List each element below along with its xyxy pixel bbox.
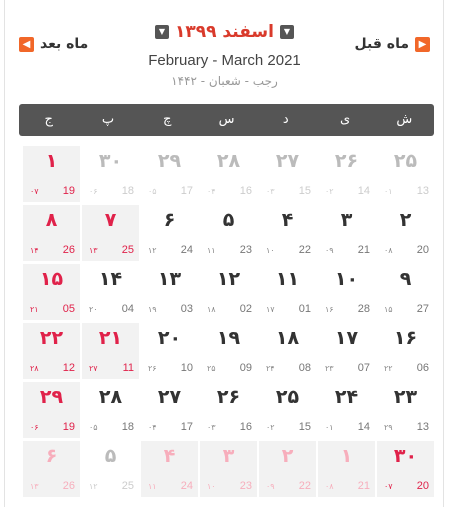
persian-day: ۲۹ [39,386,64,408]
hijri-day: ۲۸ [30,364,39,373]
persian-day: ۲۲ [39,327,64,349]
hijri-day: ۲۹ [384,423,393,432]
persian-day: ۲۸ [216,150,241,172]
hijri-day: ۰۷ [384,482,393,491]
gregorian-day: 14 [357,185,370,197]
day-cell[interactable] [377,264,434,320]
gregorian-day: 18 [121,421,134,433]
persian-day: ۴ [281,209,294,231]
hijri-day: ۰۷ [30,187,39,196]
hijri-day: ۱۸ [207,305,216,314]
persian-day: ۷ [104,209,117,231]
day-cell[interactable] [259,205,316,261]
day-cell[interactable] [318,323,375,379]
hijri-day: ۰۱ [325,423,334,432]
calendar-header [0,0,449,100]
day-cell[interactable] [23,146,80,202]
hijri-day: ۱۳ [30,482,39,491]
gregorian-day: 21 [357,244,370,256]
gregorian-day: 25 [121,244,134,256]
day-cell[interactable] [82,205,139,261]
week-row [20,146,434,202]
gregorian-day: 20 [416,480,429,492]
week-row [20,205,434,261]
day-cell[interactable] [23,382,80,438]
persian-day: ۵ [222,209,235,231]
persian-day: ۶ [163,209,176,231]
gregorian-day: 18 [121,185,134,197]
persian-day: ۲۷ [275,150,300,172]
hijri-day: ۲۲ [384,364,393,373]
hijri-day: ۰۲ [325,187,334,196]
gregorian-day: 05 [62,303,75,315]
gregorian-day: 15 [298,421,311,433]
gregorian-day: 03 [180,303,193,315]
hijri-day: ۱۲ [89,482,98,491]
persian-day: ۳ [222,445,235,467]
day-cell[interactable] [82,323,139,379]
gregorian-day: 04 [121,303,134,315]
gregorian-range: February - March 2021 [148,52,301,69]
persian-day: ۱۵ [39,268,64,290]
hijri-day: ۲۰ [89,305,98,314]
hijri-day: ۱۶ [325,305,334,314]
hijri-day: ۲۱ [30,305,39,314]
day-cell[interactable] [82,264,139,320]
day-cell[interactable] [23,264,80,320]
week-row [20,382,434,438]
gregorian-day: 23 [239,480,252,492]
persian-day: ۲۷ [157,386,182,408]
hijri-day: ۰۹ [266,482,275,491]
day-cell[interactable] [377,323,434,379]
hijri-day: ۲۵ [207,364,216,373]
day-cell[interactable] [141,382,198,438]
weekday-friday: ج [44,112,53,127]
hijri-day: ۰۸ [325,482,334,491]
day-cell[interactable] [377,146,434,202]
persian-day: ۶ [45,445,58,467]
week-row [20,323,434,379]
hijri-day: ۱۷ [266,305,275,314]
hijri-day: ۰۶ [89,187,98,196]
persian-day: ۱۸ [275,327,300,349]
day-cell[interactable] [200,323,257,379]
gregorian-day: 27 [416,303,429,315]
gregorian-day: 16 [239,185,252,197]
gregorian-day: 15 [298,185,311,197]
day-cell[interactable] [141,146,198,202]
hijri-day: ۱۲ [148,246,157,255]
persian-day: ۱۷ [334,327,359,349]
gregorian-day: 28 [357,303,370,315]
hijri-day: ۰۹ [325,246,334,255]
persian-day: ۸ [45,209,58,231]
gregorian-day: 16 [239,421,252,433]
gregorian-day: 12 [62,362,75,374]
gregorian-day: 01 [298,303,311,315]
persian-day: ۲۰ [157,327,182,349]
day-cell[interactable] [377,382,434,438]
hijri-day: ۰۳ [207,423,216,432]
day-cell[interactable] [200,264,257,320]
calendar-grid [20,146,434,500]
prev-month-label: ماه قبل [354,36,409,52]
day-cell[interactable] [259,264,316,320]
persian-day: ۱۲ [216,268,241,290]
persian-day: ۹ [399,268,412,290]
day-cell[interactable] [259,146,316,202]
hijri-range: رجب - شعبان - ۱۴۴۲ [171,74,278,88]
day-cell[interactable] [377,441,434,497]
day-cell[interactable] [141,323,198,379]
persian-day: ۱ [45,150,58,172]
hijri-day: ۱۰ [207,482,216,491]
persian-day: ۱۱ [275,268,300,290]
day-cell[interactable] [200,441,257,497]
persian-day: ۲۳ [393,386,418,408]
gregorian-day: 02 [239,303,252,315]
hijri-day: ۰۲ [266,423,275,432]
gregorian-day: 06 [416,362,429,374]
day-cell[interactable] [318,382,375,438]
persian-day: ۱۹ [216,327,241,349]
persian-day: ۱۶ [393,327,418,349]
year-dropdown-chevron-down-icon[interactable]: ▼ [155,25,169,39]
day-cell[interactable] [141,441,198,497]
day-cell[interactable] [318,205,375,261]
arrow-left-icon: ◀ [19,37,34,52]
hijri-day: ۱۰ [266,246,275,255]
hijri-day: ۲۷ [89,364,98,373]
hijri-day: ۰۱ [384,187,393,196]
persian-day: ۲۹ [157,150,182,172]
hijri-day: ۲۶ [148,364,157,373]
gregorian-day: 26 [62,480,75,492]
next-month-label: ماه بعد [40,36,89,52]
persian-day: ۱۰ [334,268,359,290]
gregorian-day: 22 [298,244,311,256]
day-cell[interactable] [82,441,139,497]
gregorian-day: 07 [357,362,370,374]
persian-day: ۲۵ [275,386,300,408]
day-cell[interactable] [23,323,80,379]
weekday-wednesday: چ [163,112,172,127]
hijri-day: ۲۳ [325,364,334,373]
gregorian-day: 19 [62,185,75,197]
day-cell[interactable] [259,323,316,379]
persian-day: ۱۳ [157,268,182,290]
hijri-day: ۱۹ [148,305,157,314]
week-row [20,441,434,497]
hijri-day: ۰۸ [384,246,393,255]
persian-day: ۳۰ [98,150,123,172]
persian-day: ۱۴ [98,268,123,290]
hijri-day: ۱۱ [148,482,157,491]
day-cell[interactable] [23,441,80,497]
hijri-day: ۱۵ [384,305,393,314]
persian-day: ۲۱ [98,327,123,349]
persian-day: ۲۵ [393,150,418,172]
day-cell[interactable] [200,382,257,438]
day-cell[interactable] [200,205,257,261]
hijri-day: ۱۳ [89,246,98,255]
gregorian-day: 11 [122,362,134,374]
gregorian-day: 13 [416,421,429,433]
day-cell[interactable] [23,205,80,261]
week-row [20,264,434,320]
hijri-day: ۰۶ [30,423,39,432]
weekday-saturday: ش [396,112,413,127]
gregorian-day: 21 [357,480,370,492]
weekday-header [19,104,434,136]
weekday-thursday: پ [101,112,115,127]
arrow-right-icon: ▶ [415,37,430,52]
gregorian-day: 17 [180,421,193,433]
gregorian-day: 24 [180,244,193,256]
persian-day: ۲۴ [334,386,359,408]
persian-day: ۲۶ [216,386,241,408]
hijri-day: ۰۴ [148,423,157,432]
day-cell[interactable] [377,205,434,261]
gregorian-day: 13 [416,185,429,197]
gregorian-day: 23 [239,244,252,256]
gregorian-day: 25 [121,480,134,492]
day-cell[interactable] [141,205,198,261]
day-cell[interactable] [318,264,375,320]
persian-day: ۱ [340,445,353,467]
day-cell[interactable] [318,146,375,202]
hijri-day: ۰۳ [266,187,275,196]
hijri-day: ۰۵ [89,423,98,432]
day-cell[interactable] [200,146,257,202]
hijri-day: ۱۱ [207,246,216,255]
hijri-day: ۲۴ [266,364,275,373]
weekday-tuesday: س [218,112,235,127]
gregorian-day: 24 [180,480,193,492]
day-cell[interactable] [82,146,139,202]
gregorian-day: 20 [416,244,429,256]
persian-day: ۲۶ [334,150,359,172]
persian-day: ۲ [399,209,412,231]
persian-day: ۳ [340,209,353,231]
gregorian-day: 22 [298,480,311,492]
persian-day: ۴ [163,445,176,467]
day-cell[interactable] [318,441,375,497]
hijri-day: ۱۴ [30,246,39,255]
gregorian-day: 08 [298,362,311,374]
day-cell[interactable] [82,382,139,438]
persian-day: ۲ [281,445,294,467]
persian-day: ۳۰ [393,445,418,467]
gregorian-day: 26 [62,244,75,256]
hijri-day: ۰۵ [148,187,157,196]
month-dropdown-chevron-down-icon[interactable]: ▼ [280,25,294,39]
day-cell[interactable] [259,441,316,497]
gregorian-day: 17 [180,185,193,197]
weekday-sunday: ی [339,112,351,127]
persian-day: ۵ [104,445,117,467]
gregorian-day: 19 [62,421,75,433]
day-cell[interactable] [141,264,198,320]
hijri-day: ۰۴ [207,187,216,196]
prev-month-button[interactable] [355,36,430,52]
persian-day: ۲۸ [98,386,123,408]
gregorian-day: 10 [180,362,193,374]
day-cell[interactable] [259,382,316,438]
gregorian-day: 14 [357,421,370,433]
weekday-monday: د [282,112,289,127]
month-year-title: اسفند ۱۳۹۹ [175,22,274,42]
gregorian-day: 09 [239,362,252,374]
